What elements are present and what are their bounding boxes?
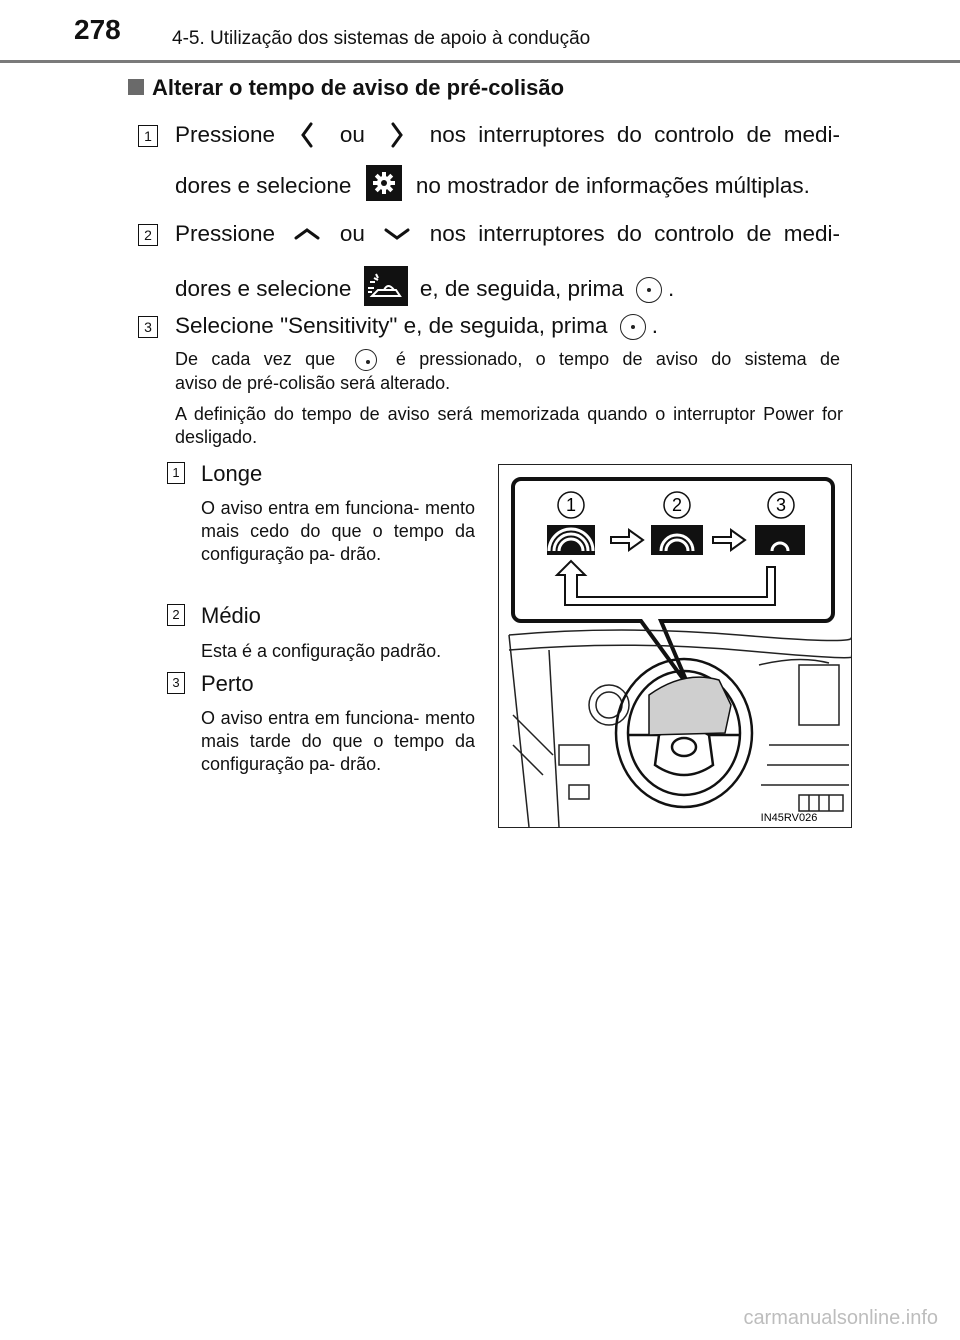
item-number-2: 2: [167, 604, 185, 626]
callout-1: 1: [565, 495, 577, 515]
pcs-icon: [364, 266, 408, 314]
section-heading: [128, 75, 564, 101]
item-1-desc: O aviso entra em funciona- mento mais cedo do que o tempo da configuração pa- drão.: [201, 498, 475, 564]
bullet-square-icon: [128, 79, 144, 95]
sensitivity-near-display: [755, 525, 805, 555]
step-number-1: 1: [138, 125, 158, 147]
figure-code: IN45RV026: [760, 812, 818, 824]
item-number-1: 1: [167, 462, 185, 484]
step-3-period: .: [651, 313, 658, 338]
step-2-ou: ou: [339, 221, 365, 246]
ok-button-icon: [355, 349, 377, 371]
dashboard-illustration: [499, 465, 851, 827]
chevron-up-icon: [292, 224, 322, 244]
step-2-pressione: Pressione: [175, 221, 276, 246]
header-divider: [0, 60, 960, 63]
step-1-line-2: [175, 165, 840, 209]
step-2-selecione: dores e selecione: [175, 275, 352, 301]
item-2-desc: Esta é a configuração padrão.: [201, 641, 442, 661]
step-3-line: [175, 311, 658, 341]
step-1-rest: nos interruptores do controlo de medi-: [429, 122, 840, 147]
step-number-3: 3: [138, 316, 158, 338]
item-2-title: Médio: [201, 603, 261, 628]
step-number-2: 2: [138, 224, 158, 246]
note-1-post: é pressionado, o tempo de aviso do sistema de: [395, 349, 840, 369]
step-2-period: .: [668, 275, 675, 301]
illustration: [498, 464, 852, 828]
step-3-text: Selecione "Sensitivity" e, de seguida, prima: [175, 313, 608, 338]
step-2-line-2: [175, 266, 840, 314]
callout-3: 3: [775, 495, 787, 515]
sensitivity-medium-display: [651, 525, 703, 555]
step-2-line-1: [175, 219, 840, 249]
note-2: A definição do tempo de aviso será memorizada quando o interruptor Power for desligado.: [175, 404, 843, 447]
step-2-rest: nos interruptores do controlo de medi-: [429, 221, 840, 246]
item-1-title: Longe: [201, 461, 263, 486]
ok-button-icon: [636, 277, 662, 303]
section-title: Alterar o tempo de aviso de pré-colisão: [152, 75, 565, 100]
item-3-desc: O aviso entra em funciona- mento mais tarde do que o tempo da configuração pa- drão.: [201, 708, 475, 774]
chevron-left-icon: [297, 121, 317, 149]
step-1-line-1: [175, 120, 840, 150]
sensitivity-far-display: [547, 525, 595, 555]
step-1-pressione: Pressione: [175, 122, 276, 147]
item-3-title: Perto: [201, 671, 254, 696]
step-1-tail: no mostrador de informações múltiplas.: [415, 172, 810, 198]
watermark: carmanualsonline.info: [743, 1307, 938, 1329]
page-number: 278: [74, 14, 121, 45]
step-2-tail: e, de seguida, prima: [419, 275, 624, 301]
chevron-down-icon: [382, 224, 412, 244]
note-1-line-1: [175, 348, 840, 371]
ok-button-icon: [620, 314, 646, 340]
chevron-right-icon: [387, 121, 407, 149]
item-number-3: 3: [167, 672, 185, 694]
gear-icon: [366, 165, 402, 209]
note-1-pre: De cada vez que: [175, 349, 336, 369]
callout-2: 2: [671, 495, 683, 515]
chapter-title: 4-5. Utilização dos sistemas de apoio à condução: [172, 28, 591, 49]
step-1-ou: ou: [339, 122, 365, 147]
note-1-line-2: aviso de pré-colisão será alterado.: [175, 373, 451, 393]
instrument-cluster: [649, 677, 731, 735]
step-1-selecione: dores e selecione: [175, 172, 352, 198]
